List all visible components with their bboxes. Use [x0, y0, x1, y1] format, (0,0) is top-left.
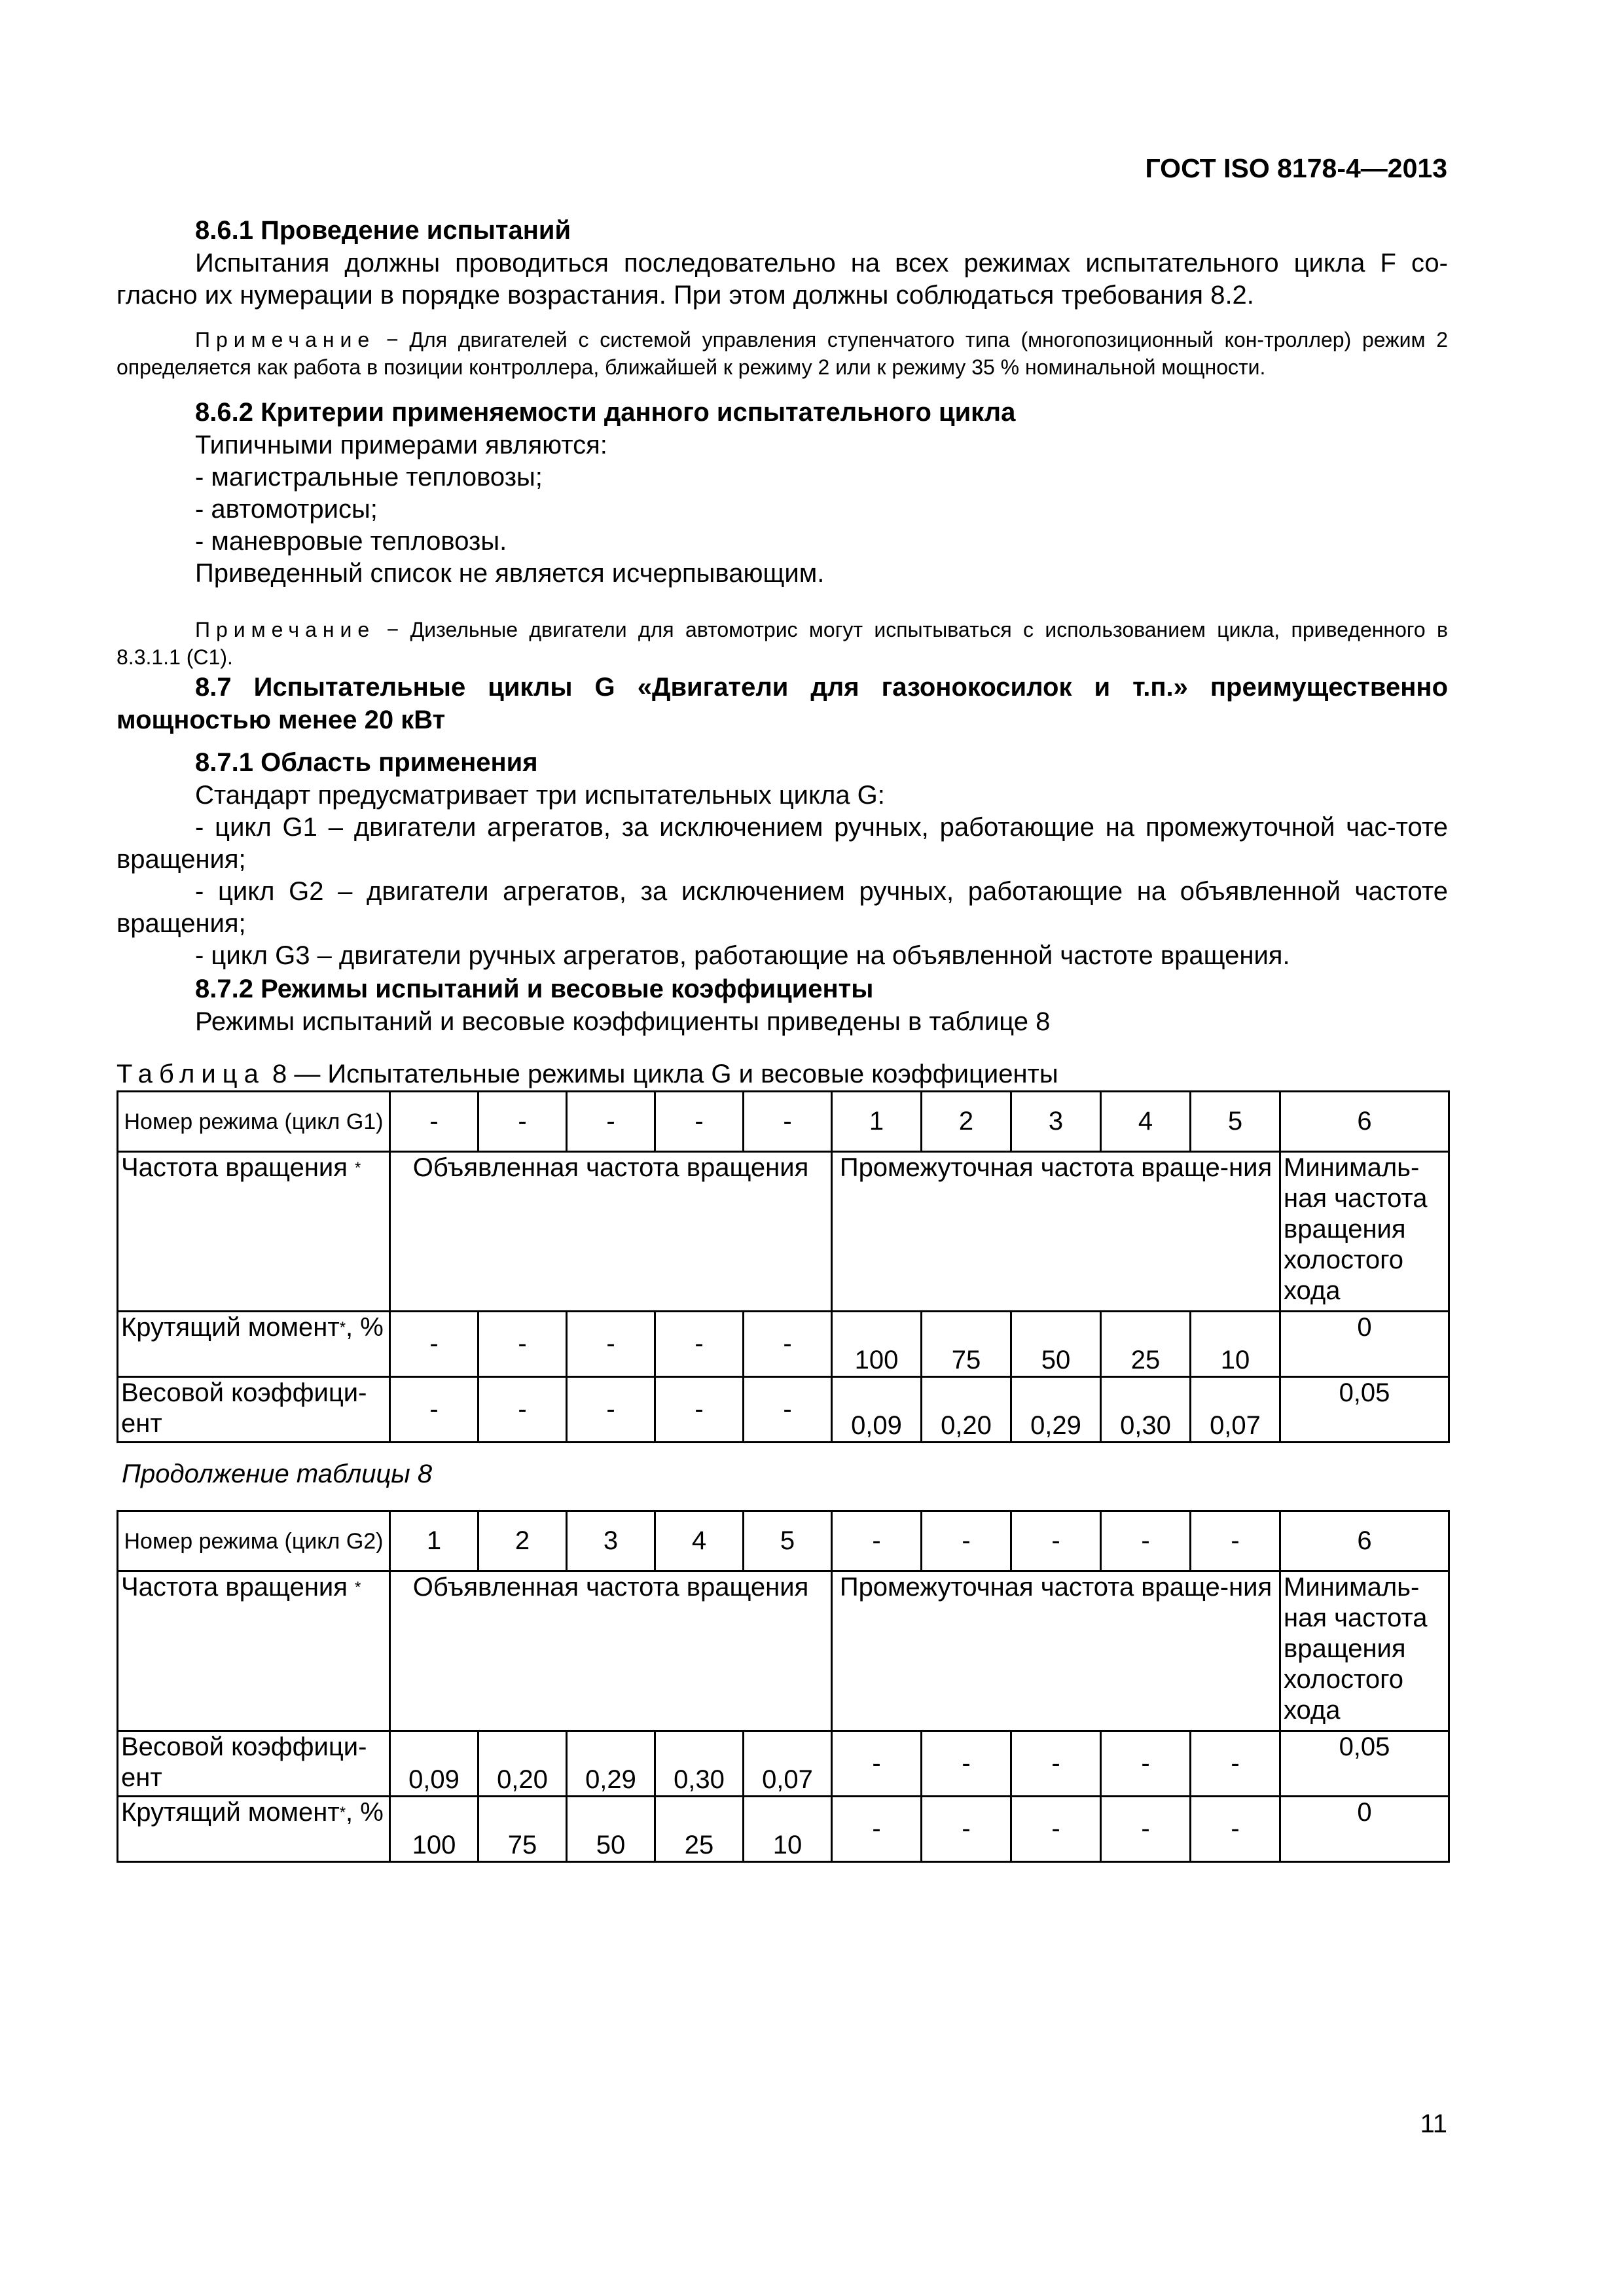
table-cell: - [922, 1731, 1011, 1797]
torque-label-cell: Крутящий момент*, % [118, 1312, 390, 1377]
section-8-7-1-intro: Стандарт предусматривает три испытательных цикла G: [195, 781, 885, 810]
footnote-mark: * [355, 1579, 361, 1596]
table-cell: 6 [1280, 1511, 1449, 1571]
table-cell: Объявленная частота вращения [390, 1152, 832, 1312]
table-cell: 10 [1191, 1312, 1280, 1377]
table-cell: Минималь-ная частота вращения холостого хода [1280, 1152, 1449, 1312]
table-cell: - [1011, 1731, 1101, 1797]
table-cell: - [567, 1092, 655, 1152]
footnote-mark: * [355, 1159, 361, 1177]
list-item: - магистральные тепловозы; [195, 463, 543, 492]
table-cell: 0,07 [1191, 1377, 1280, 1443]
section-8-7-1-heading: 8.7.1 Область применения [195, 748, 538, 777]
table-cell: - [1101, 1731, 1191, 1797]
speed-label-cell: Частота вращения * [118, 1571, 390, 1731]
table-cell: 3 [1011, 1092, 1101, 1152]
table-row [118, 1377, 1449, 1443]
mode-label-cell: Номер режима (цикл G2) [118, 1511, 390, 1571]
table-cell: 0,09 [832, 1377, 922, 1443]
standard-code: ГОСТ ISO 8178-4—2013 [1145, 153, 1447, 183]
table-caption [117, 1058, 1448, 1090]
table-cell: - [390, 1312, 478, 1377]
table-cell: - [567, 1312, 655, 1377]
table-cell: 0,07 [744, 1731, 832, 1797]
table-row [118, 1797, 1449, 1862]
table-cell: 0,30 [1101, 1377, 1191, 1443]
table-row [118, 1312, 1449, 1377]
table-continuation-label: Продолжение таблицы 8 [122, 1460, 433, 1488]
caption-text: 8 — Испытательные режимы цикла G и весовые коэффициенты [264, 1060, 1058, 1088]
speed-label-cell: Частота вращения * [118, 1152, 390, 1312]
table-cell: - [478, 1092, 567, 1152]
torque-label-cell: Крутящий момент*, % [118, 1797, 390, 1862]
table-cell: - [1191, 1731, 1280, 1797]
main-content [117, 213, 1448, 1863]
section-8-6-1-heading: 8.6.1 Проведение испытаний [195, 216, 571, 245]
table-cell: 25 [1101, 1312, 1191, 1377]
section-8-7-heading: 8.7 Испытательные циклы G «Двигатели для газонокосилок и т.п.» преимущественно мощностью менее 20 кВт [117, 673, 1448, 734]
table-g1 [117, 1090, 1450, 1443]
list-item: - цикл G3 – двигатели ручных агрегатов, работающие на объявленной частоте вращения. [195, 941, 1290, 970]
table-cell: - [478, 1377, 567, 1443]
table-cell: - [1191, 1511, 1280, 1571]
table-cell: - [1101, 1511, 1191, 1571]
table-cell: 10 [744, 1797, 832, 1862]
table-cell: - [1191, 1797, 1280, 1862]
table-cell: 6 [1280, 1092, 1449, 1152]
table-cell: 2 [922, 1092, 1011, 1152]
table-row [118, 1092, 1449, 1152]
table-g2 [117, 1510, 1450, 1863]
section-8-7-2-text: Режимы испытаний и весовые коэффициенты приведены в таблице 8 [195, 1007, 1051, 1036]
table-cell: - [1011, 1797, 1101, 1862]
table-cell: 5 [744, 1511, 832, 1571]
table-cell: - [922, 1797, 1011, 1862]
table-cell: 2 [478, 1511, 567, 1571]
table-cell: 5 [1191, 1092, 1280, 1152]
table-cell: - [655, 1092, 744, 1152]
section-8-7-2-heading: 8.7.2 Режимы испытаний и весовые коэффициенты [195, 975, 874, 1003]
table-cell: 0,09 [390, 1731, 478, 1797]
section-8-6-2-closing: Приведенный список не является исчерпывающим. [195, 559, 825, 588]
list-item: - автомотрисы; [195, 495, 378, 524]
table-cell: - [478, 1312, 567, 1377]
table-cell: - [1011, 1511, 1101, 1571]
table-cell: 50 [567, 1797, 655, 1862]
mode-label-cell: Номер режима (цикл G1) [118, 1092, 390, 1152]
table-cell: - [744, 1312, 832, 1377]
table-cell: 100 [390, 1797, 478, 1862]
table-cell: - [1101, 1797, 1191, 1862]
weight-label-cell: Весовой коэффици-ент [118, 1731, 390, 1797]
page-number: 11 [1420, 2109, 1447, 2138]
list-item: - маневровые тепловозы. [195, 527, 507, 556]
table-cell: 1 [832, 1092, 922, 1152]
table-cell: 75 [922, 1312, 1011, 1377]
table-cell: 3 [567, 1511, 655, 1571]
table-cell: Минималь-ная частота вращения холостого хода [1280, 1571, 1449, 1731]
table-cell: - [390, 1092, 478, 1152]
table-cell: 0,29 [567, 1731, 655, 1797]
table-cell: 0 [1280, 1797, 1449, 1862]
table-cell: - [832, 1797, 922, 1862]
footnote-mark: * [339, 1804, 346, 1821]
note-label: Примечание [195, 328, 376, 351]
table-cell: 0,05 [1280, 1377, 1449, 1443]
table-row [118, 1571, 1449, 1731]
table-cell: - [567, 1377, 655, 1443]
table-cell: 100 [832, 1312, 922, 1377]
list-item: - цикл G1 – двигатели агрегатов, за исключением ручных, работающие на промежуточной час-тоте вращения; [117, 813, 1448, 874]
table-cell: 1 [390, 1511, 478, 1571]
table-cell: 0,20 [922, 1377, 1011, 1443]
section-8-6-2-heading: 8.6.2 Критерии применяемости данного испытательного цикла [195, 398, 1016, 427]
note-text: − Для двигателей с системой управления ступенчатого типа (многопозиционный кон-троллер) режим 2 определяется как работа в позиции контроллера, ближайшей к режиму 2 или к режиму 35 % номинальной мощности. [117, 328, 1448, 379]
table-cell: Промежуточная частота враще-ния [832, 1571, 1280, 1731]
section-8-6-1-text: Испытания должны проводиться последовательно на всех режимах испытательного цикла F со-гласно их нумерации в порядке возрастания. При этом должны соблюдаться требования 8.2. [117, 249, 1448, 310]
table-cell: 25 [655, 1797, 744, 1862]
table-cell: - [655, 1312, 744, 1377]
table-cell: - [832, 1731, 922, 1797]
table-cell: 4 [1101, 1092, 1191, 1152]
table-cell: - [744, 1377, 832, 1443]
caption-label: Таблица [117, 1060, 265, 1088]
table-cell: - [390, 1377, 478, 1443]
section-8-6-2-intro: Типичными примерами являются: [195, 431, 607, 459]
table-cell: 50 [1011, 1312, 1101, 1377]
table-row [118, 1152, 1449, 1312]
table-cell: 0,05 [1280, 1731, 1449, 1797]
table-cell: - [922, 1511, 1011, 1571]
table-cell: 0 [1280, 1312, 1449, 1377]
weight-label-cell: Весовой коэффици-ент [118, 1377, 390, 1443]
table-row [118, 1511, 1449, 1571]
note-label: Примечание [195, 618, 376, 641]
table-cell: - [744, 1092, 832, 1152]
note-text: − Дизельные двигатели для автомотрис могут испытываться с использованием цикла, приведенного в 8.3.1.1 (C1). [117, 618, 1448, 669]
table-cell: 0,30 [655, 1731, 744, 1797]
table-cell: - [832, 1511, 922, 1571]
table-row [118, 1731, 1449, 1797]
footnote-mark: * [339, 1319, 346, 1336]
table-cell: - [655, 1377, 744, 1443]
note-8-6-1 [117, 326, 1448, 381]
table-cell: 75 [478, 1797, 567, 1862]
table-cell: 0,29 [1011, 1377, 1101, 1443]
table-cell: Объявленная частота вращения [390, 1571, 832, 1731]
note-8-6-2 [117, 616, 1448, 671]
table-cell: 0,20 [478, 1731, 567, 1797]
list-item: - цикл G2 – двигатели агрегатов, за исключением ручных, работающие на объявленной частоте вращения; [117, 877, 1448, 938]
table-cell: Промежуточная частота враще-ния [832, 1152, 1280, 1312]
table-cell: 4 [655, 1511, 744, 1571]
